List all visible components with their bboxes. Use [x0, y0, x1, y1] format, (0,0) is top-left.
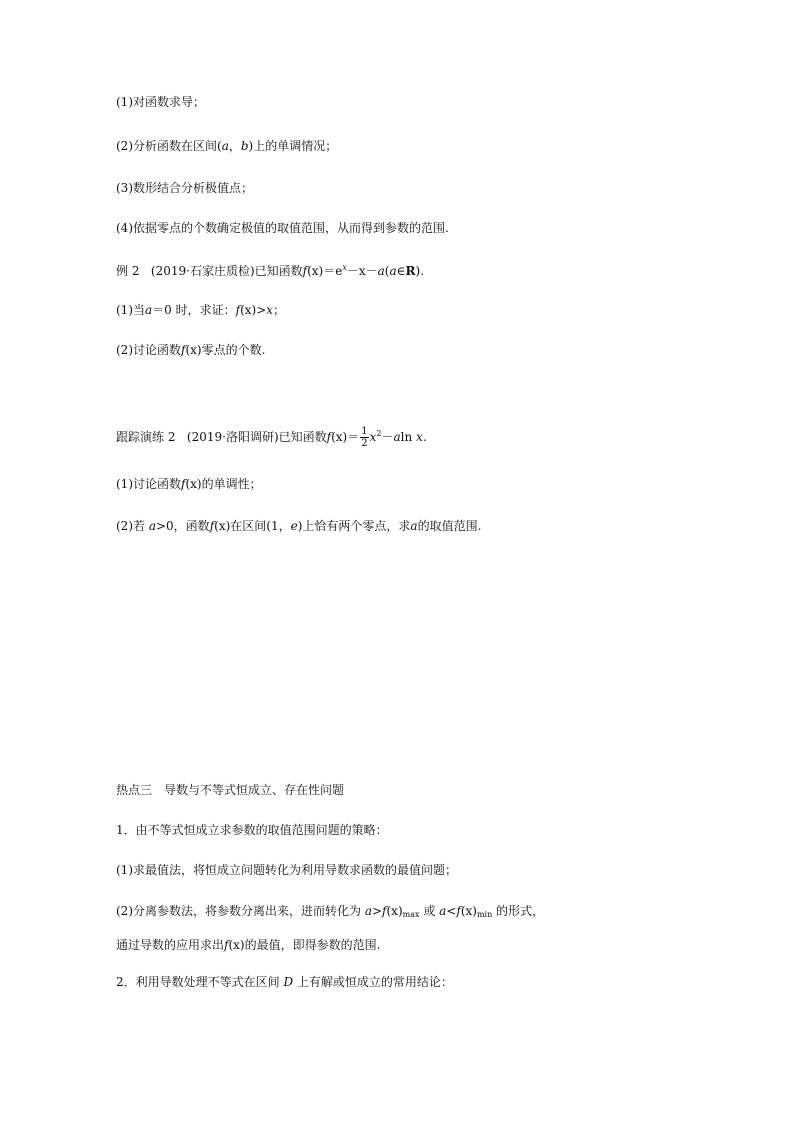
q2-arg: (x) — [185, 343, 202, 357]
paren-close: ). — [415, 264, 424, 278]
example-2-label: 例 2 — [116, 264, 140, 278]
q2-interval: 在区间(1， — [230, 519, 291, 533]
func-arg: (x) — [331, 430, 348, 444]
exponent-x: x — [342, 263, 347, 272]
subscript-min: min — [476, 910, 493, 919]
hotspot-3-point-1-1-text: (1)求最值法，将恒成立问题转化为利用导数求函数的最值问题； — [116, 863, 458, 877]
var-a: a — [393, 430, 401, 444]
equals-e: ＝e — [323, 264, 343, 278]
func-f-2: f — [456, 904, 461, 918]
step-2 — [116, 138, 337, 154]
practice-2-statement — [116, 426, 427, 449]
step-4 — [116, 220, 449, 236]
q1-pre: (1)讨论函数 — [116, 477, 181, 491]
example-2-statement — [116, 260, 424, 279]
hotspot-3-point-2 — [116, 974, 453, 990]
var-a: a — [148, 519, 156, 533]
var-a-2: a — [439, 904, 447, 918]
var-a-2: a — [410, 519, 418, 533]
func-f-3: f — [224, 938, 229, 952]
minus-x: －x－ — [346, 264, 378, 278]
p2-post: 上有解或恒成立的常用结论： — [293, 975, 453, 989]
var-a: a — [364, 904, 372, 918]
p1-2-text-b: 的形式，通过导数的应用求出 — [116, 904, 545, 952]
func-f: f — [181, 343, 186, 357]
hotspot-3-title — [116, 782, 344, 798]
q1-arg: (x) — [185, 477, 202, 491]
p1-2-text-a: (2)分离参数法，将参数分离出来，进而转化为 — [116, 904, 365, 918]
equals: ＝ — [347, 430, 360, 444]
example-2-q2 — [116, 342, 265, 358]
hotspot-3-point-1-2 — [116, 896, 552, 960]
func-f: f — [326, 430, 332, 444]
less-than: < — [446, 904, 457, 918]
hotspot-3-point-1-text: 1．由不等式恒成立求参数的取值范围问题的策略： — [116, 823, 388, 837]
func-f: f — [235, 303, 241, 317]
real-set: R — [405, 264, 416, 278]
func-f: f — [209, 519, 215, 533]
func-arg-2: (x) — [460, 904, 477, 918]
subscript-max: max — [402, 910, 420, 919]
greater-than: > — [371, 904, 383, 918]
fraction-one-half — [360, 426, 368, 449]
step-3 — [116, 180, 253, 196]
practice-2-q2 — [116, 518, 481, 534]
hotspot-3-point-1 — [116, 822, 388, 838]
var-x: x — [266, 303, 274, 317]
q2-pre: (2)讨论函数 — [116, 343, 181, 357]
q1-mid: ＝0 时，求证： — [152, 303, 236, 317]
element-of: ∈ — [396, 264, 406, 278]
func-f: f — [382, 904, 387, 918]
var-D: D — [283, 975, 294, 989]
q1-arg: (x)> — [240, 303, 267, 317]
q2-arg: (x) — [214, 519, 231, 533]
var-x: x — [369, 430, 377, 444]
practice-2-source: (2019·洛阳调研)已知函数 — [186, 430, 327, 444]
var-a: a — [221, 139, 229, 153]
q2-pre: (2)若 — [116, 519, 149, 533]
func-f: f — [302, 264, 308, 278]
step-1 — [116, 94, 205, 110]
practice-2-q1 — [116, 476, 262, 492]
step-3-text: (3)数形结合分析极值点； — [116, 181, 253, 195]
q2-mid3: )上恰有两个零点，求 — [297, 519, 411, 533]
q1-end: 的单调性； — [201, 477, 262, 491]
fraction-numerator: 1 — [361, 426, 368, 437]
step-2-text-pre: (2)分析函数在区间( — [116, 139, 222, 153]
exponent-2: 2 — [376, 429, 382, 438]
var-a: a — [145, 303, 153, 317]
step-4-text: (4)依据零点的个数确定极值的取值范围，从而得到参数的范围. — [116, 221, 449, 235]
var-b: b — [240, 139, 249, 153]
example-2-source: (2019·石家庄质检)已知函数 — [150, 264, 303, 278]
const-e: e — [290, 519, 298, 533]
q2-end: 零点的个数. — [201, 343, 266, 357]
func-f: f — [181, 477, 186, 491]
fraction-denominator: 2 — [361, 438, 368, 449]
var-x-end: x — [416, 430, 423, 444]
period: . — [422, 430, 427, 444]
q2-end: 的取值范围. — [417, 519, 482, 533]
minus: － — [381, 430, 394, 444]
p2-pre: 2．利用导数处理不等式在区间 — [116, 975, 284, 989]
var-a-2: a — [389, 264, 397, 278]
step-2-text-post: )上的单调情况； — [248, 139, 338, 153]
ln: ln — [400, 430, 417, 444]
step-1-text: (1)对函数求导； — [116, 95, 205, 109]
p1-2-text-c: 的最值，即得参数的范围. — [244, 938, 381, 952]
paren-open: ( — [384, 264, 390, 278]
func-arg-3: (x) — [228, 938, 245, 952]
func-arg: (x) — [307, 264, 324, 278]
comma: ， — [228, 139, 241, 153]
q1-end: ； — [273, 303, 286, 317]
func-arg: (x) — [386, 904, 403, 918]
var-a: a — [377, 264, 385, 278]
hotspot-3-title-text: 热点三 导数与不等式恒成立、存在性问题 — [116, 783, 345, 797]
practice-2-label: 跟踪演练 2 — [116, 430, 176, 444]
hotspot-3-point-1-1 — [116, 862, 457, 878]
or: 或 — [419, 904, 440, 918]
q2-mid: >0，函数 — [155, 519, 210, 533]
q1-pre: (1)当 — [116, 303, 145, 317]
example-2-q1 — [116, 302, 285, 318]
